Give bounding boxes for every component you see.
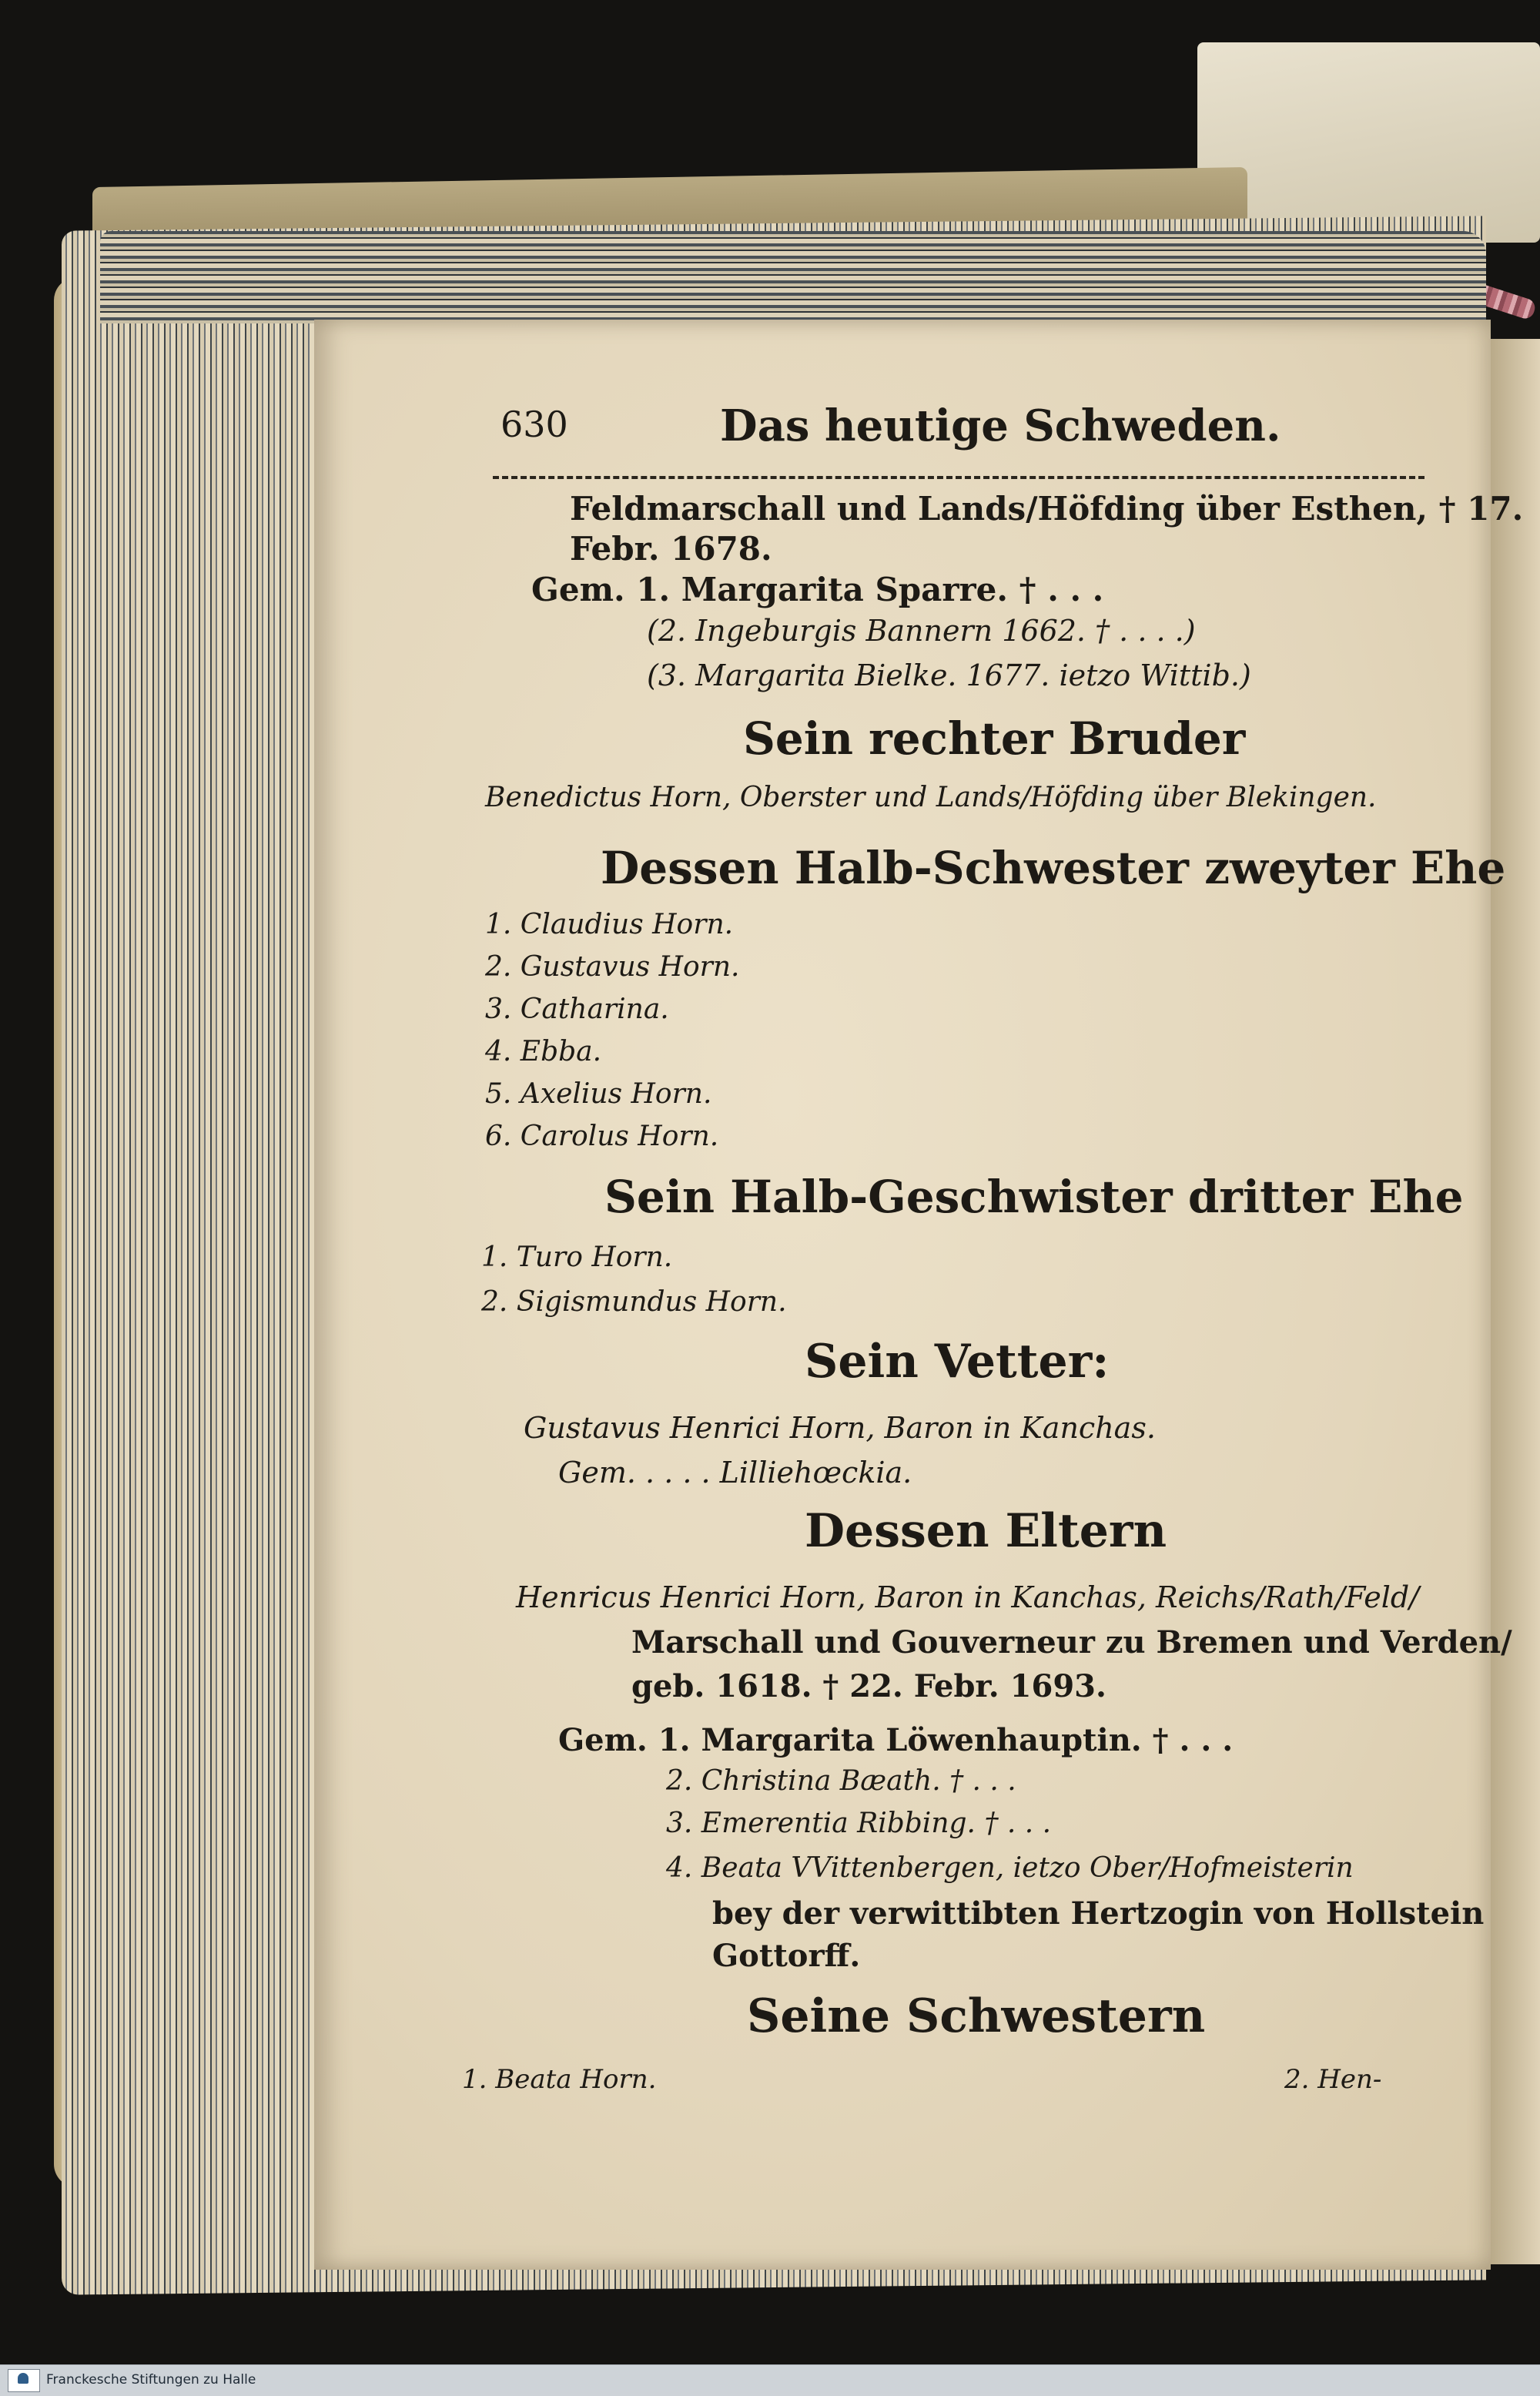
page-edges-top [100, 231, 1486, 323]
section-heading-4: Sein Vetter: [805, 1335, 1110, 1389]
text-line-28: 4. Beata VVittenbergen, ietzo Ober/Hofmeisterin [666, 1852, 1354, 1884]
list-item: 1. Turo Horn. [481, 1242, 673, 1273]
text-line-7: Benedictus Horn, Oberster und Lands/Höfding über Blekingen. [485, 782, 1377, 813]
list-item: 3. Catharina. [485, 994, 669, 1025]
section-heading-5: Dessen Eltern [805, 1504, 1167, 1558]
text-line-19: Gustavus Henrici Horn, Baron in Kanchas. [524, 1411, 1156, 1445]
text-line-30: Gottorff. [712, 1938, 861, 1974]
text-line-25: Gem. 1. Margarita Löwenhauptin. † . . . [558, 1722, 1234, 1758]
text-line-20: Gem. . . . . Lilliehœckia. [558, 1456, 912, 1490]
footer-credit: Franckesche Stiftungen zu Halle [46, 2372, 256, 2388]
text-line-27: 3. Emerentia Ribbing. † . . . [666, 1808, 1052, 1839]
running-head: Das heutige Schweden. [720, 400, 1281, 451]
list-item: 2. Sigismundus Horn. [481, 1286, 787, 1318]
page-number: 630 [500, 404, 568, 445]
list-item: 6. Carolus Horn. [485, 1121, 719, 1152]
header-rule [493, 476, 1424, 479]
text-line-22: Henricus Henrici Horn, Baron in Kanchas, Reichs/Rath/Feld/ [516, 1580, 1420, 1614]
institution-logo-icon [8, 2369, 40, 2392]
list-item: 1. Claudius Horn. [485, 909, 734, 940]
text-line-1: Feldmarschall und Lands/Höfding über Esthen, † 17. [570, 490, 1524, 528]
text-line-5: (3. Margarita Bielke. 1677. ietzo Wittib.) [647, 658, 1251, 692]
section-heading-2: Dessen Halb-Schwester zweyter Ehe [601, 842, 1506, 894]
catchword: 2. Hen- [1284, 2064, 1382, 2095]
facing-page-edge [1491, 339, 1540, 2264]
text-line-3: Gem. 1. Margarita Sparre. † . . . [531, 571, 1104, 608]
section-heading-6: Seine Schwestern [747, 1989, 1206, 2043]
text-line-32: 1. Beata Horn. [462, 2064, 657, 2095]
section-heading-3: Sein Halb-Geschwister dritter Ehe [604, 1171, 1464, 1223]
text-line-2: Febr. 1678. [570, 530, 772, 568]
list-item: 2. Gustavus Horn. [485, 951, 740, 983]
text-line-4: (2. Ingeburgis Bannern 1662. † . . . .) [647, 614, 1196, 648]
list-item: 5. Axelius Horn. [485, 1078, 712, 1110]
text-line-29: bey der verwittibten Hertzogin von Hollstein [712, 1895, 1485, 1932]
text-line-23: Marschall und Gouverneur zu Bremen und Verden/ [631, 1624, 1512, 1660]
text-line-24: geb. 1618. † 22. Febr. 1693. [631, 1668, 1106, 1704]
section-heading-1: Sein rechter Bruder [743, 712, 1246, 765]
list-item: 4. Ebba. [485, 1036, 602, 1067]
text-line-26: 2. Christina Bæath. † . . . [666, 1765, 1016, 1797]
facing-volume-cover [1197, 42, 1540, 243]
